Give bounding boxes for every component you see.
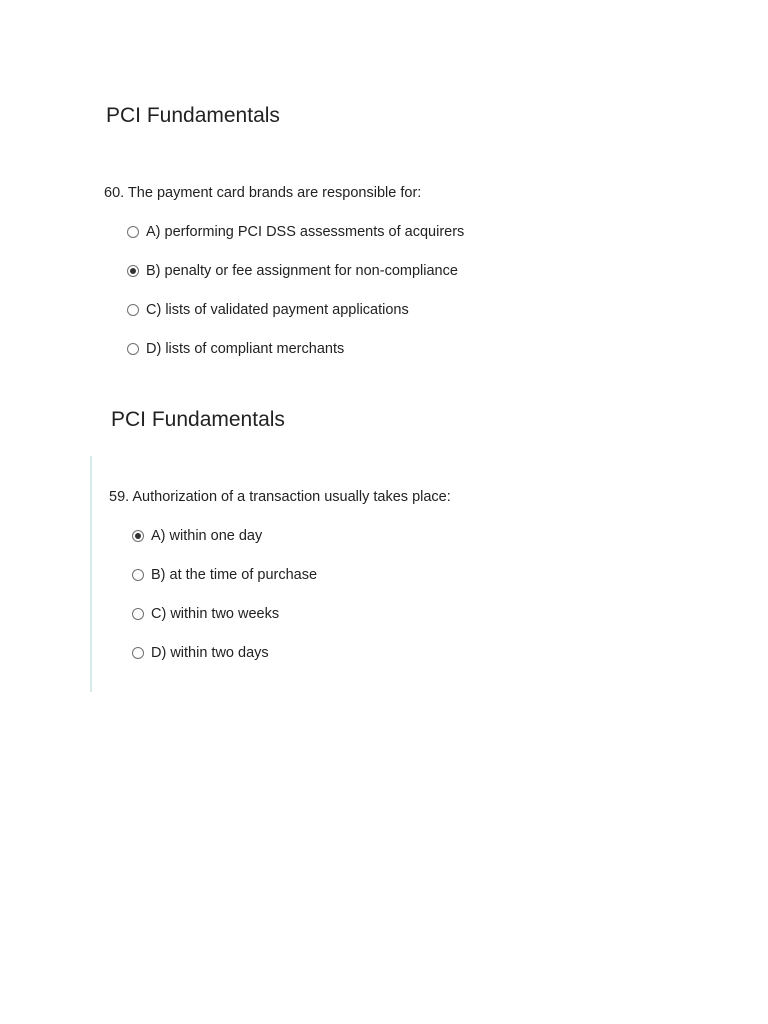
option-b[interactable]	[132, 555, 451, 594]
option-label: D) within two days	[151, 644, 269, 661]
option-label: B) penalty or fee assignment for non-compliance	[146, 262, 458, 279]
section-title: PCI Fundamentals	[106, 104, 280, 127]
quiz-block-60	[104, 100, 464, 368]
option-label: C) within two weeks	[151, 605, 280, 622]
left-accent-line	[90, 456, 92, 692]
radio-selected-icon[interactable]	[127, 265, 139, 277]
option-a[interactable]	[132, 516, 451, 555]
answer-options	[109, 516, 451, 672]
radio-unselected-icon[interactable]	[132, 569, 144, 581]
question-text: 59. Authorization of a transaction usually takes place:	[109, 489, 451, 505]
radio-unselected-icon[interactable]	[127, 226, 139, 238]
radio-unselected-icon[interactable]	[132, 647, 144, 659]
answer-options	[104, 212, 464, 368]
radio-selected-icon[interactable]	[132, 530, 144, 542]
quiz-block-59	[109, 404, 451, 672]
section-title: PCI Fundamentals	[111, 408, 285, 431]
option-label: C) lists of validated payment applications	[146, 301, 409, 318]
option-d[interactable]	[127, 329, 464, 368]
radio-unselected-icon[interactable]	[132, 608, 144, 620]
radio-unselected-icon[interactable]	[127, 304, 139, 316]
option-a[interactable]	[127, 212, 464, 251]
option-d[interactable]	[132, 633, 451, 672]
option-label: B) at the time of purchase	[151, 566, 318, 583]
question-text: 60. The payment card brands are responsible for:	[104, 185, 422, 201]
radio-unselected-icon[interactable]	[127, 343, 139, 355]
option-c[interactable]	[132, 594, 451, 633]
option-label: A) performing PCI DSS assessments of acquirers	[146, 223, 465, 240]
option-c[interactable]	[127, 290, 464, 329]
option-b[interactable]	[127, 251, 464, 290]
option-label: A) within one day	[151, 527, 263, 544]
option-label: D) lists of compliant merchants	[146, 340, 345, 357]
